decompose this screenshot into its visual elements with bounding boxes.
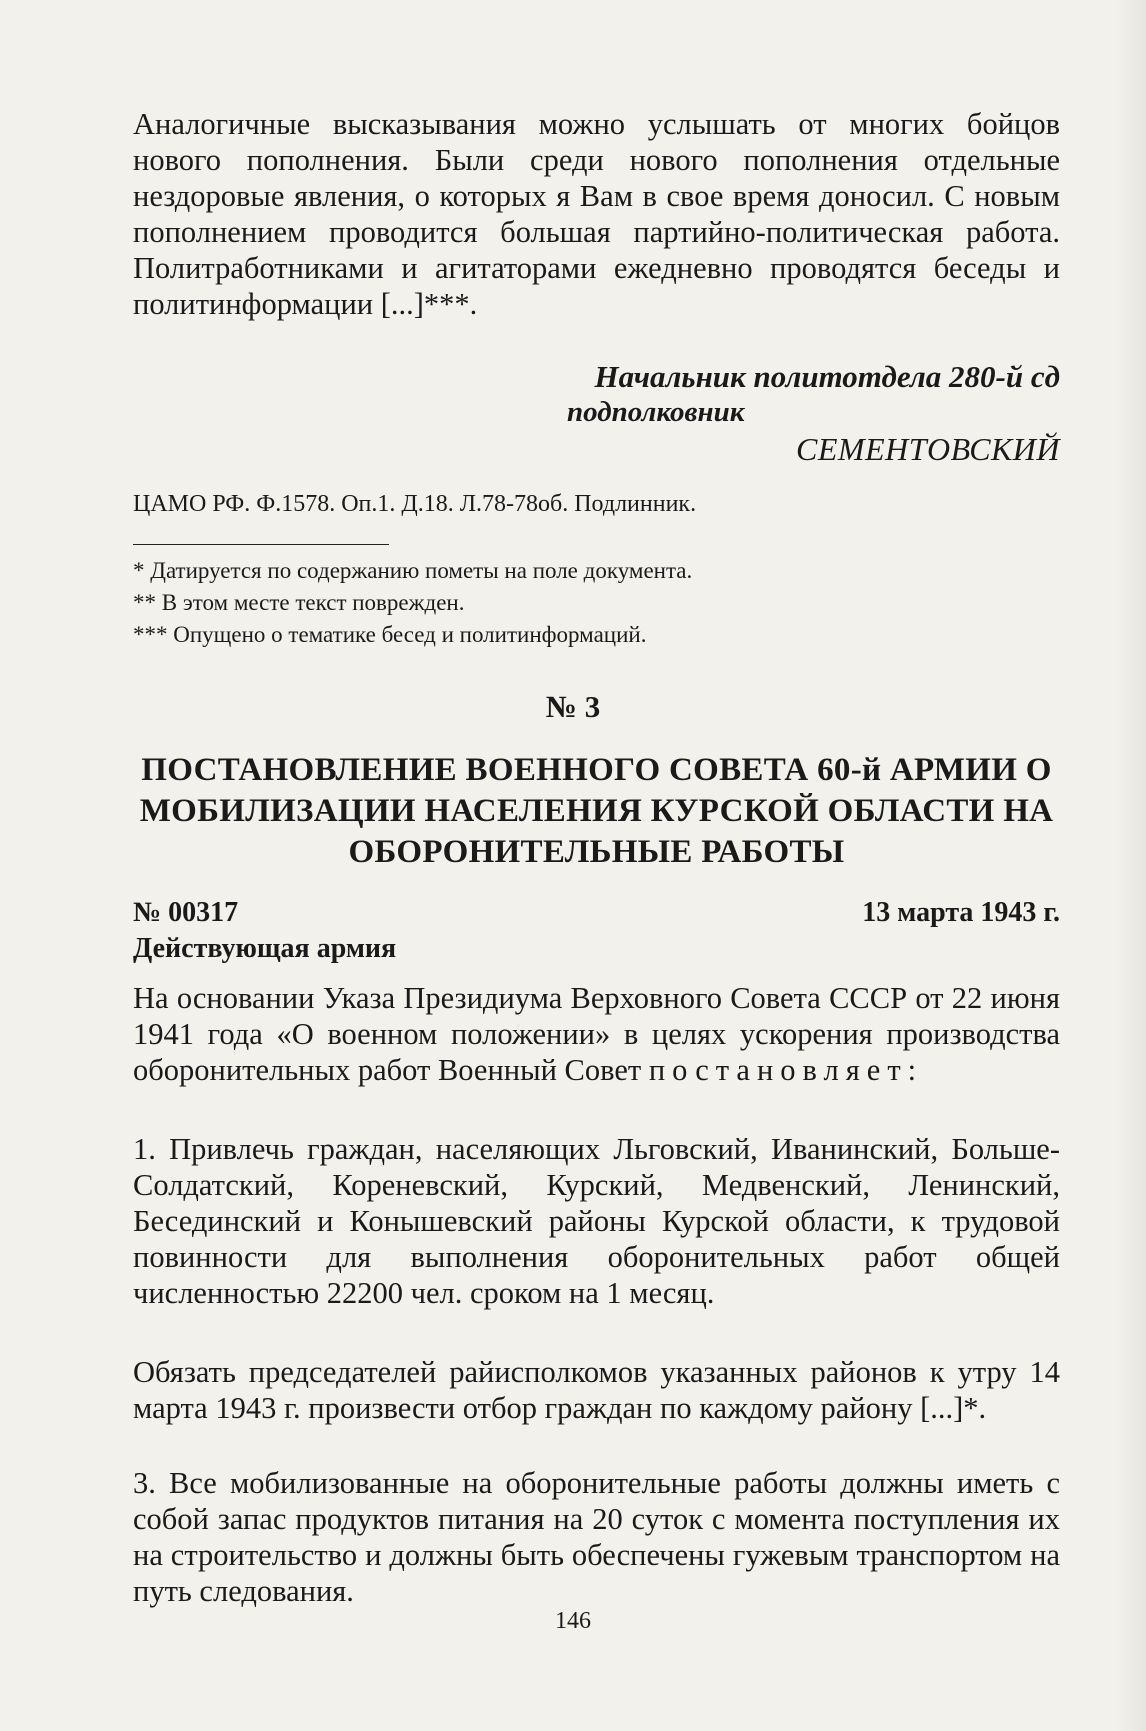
signature-name: СЕМЕНТОВСКИЙ (796, 431, 1060, 467)
footnote: ** В этом месте текст поврежден. (133, 590, 465, 615)
page-number: 146 (555, 1608, 591, 1634)
signature-position: Начальник политотдела 280-й сд (594, 359, 1060, 394)
document-number: № 3 (545, 689, 601, 724)
basis-paragraph (133, 980, 1060, 1088)
scan-edge-shadow (1116, 0, 1146, 1731)
signature-rank: подполковник (567, 396, 745, 428)
resolution-item-3: 3. Все мобилизованные на оборонительные работы должны иметь с собой запас продуктов питания на 20 суток с момента поступления их на строительство и должны быть обеспечены гужевым транспортом на путь следования. (133, 1466, 1060, 1608)
order-number: № 00317 (133, 897, 239, 928)
order-place: Действующая армия (133, 933, 397, 964)
order-date: 13 марта 1943 г. (862, 897, 1060, 928)
resolution-oblige: Обязать председателей райисполкомов указанных районов к утру 14 марта 1943 г. произвести отбор граждан по каждому району [...]*. (133, 1355, 1060, 1425)
footnote-divider (133, 544, 389, 545)
archive-source: ЦАМО РФ. Ф.1578. Оп.1. Д.18. Л.78-78об. Подлинник. (133, 491, 697, 517)
resolves-word: постановляет: (648, 1053, 924, 1087)
document-title: ПОСТАНОВЛЕНИЕ ВОЕННОГО СОВЕТА 60-й АРМИИ О МОБИЛИЗАЦИИ НАСЕЛЕНИЯ КУРСКОЙ ОБЛАСТИ НА ОБОРОНИТЕЛЬНЫЕ РАБОТЫ (139, 752, 1054, 870)
resolution-item-1: 1. Привлечь граждан, населяющих Льговский, Иванинский, Больше-Солдатский, Кореневский, Курский, Медвенский, Ленинский, Бесединский и Конышевский районы Курской области, к трудовой повинности для выполнения оборонительных работ общей численностью 22200 чел. сроком на 1 месяц. (133, 1132, 1060, 1310)
intro-paragraph: Аналогичные высказывания можно услышать от многих бойцов нового пополнения. Были среди нового пополнения отдельные нездоровые явления, о которых я Вам в свое время доносил. С новым пополнением проводится большая партийно-политическая работа. Политработниками и агитаторами ежедневно проводятся беседы и политинформации [...]***. (133, 107, 1060, 321)
footnote: * Датируется по содержанию пометы на поле документа. (133, 558, 693, 583)
basis-text: На основании Указа Президиума Верховного Совета СССР от 22 июня 1941 года «О военном положении» в целях ускорения производства оборонительных работ Военный Совет (133, 981, 1060, 1087)
footnote: *** Опущено о тематике бесед и политинформаций. (133, 622, 647, 647)
